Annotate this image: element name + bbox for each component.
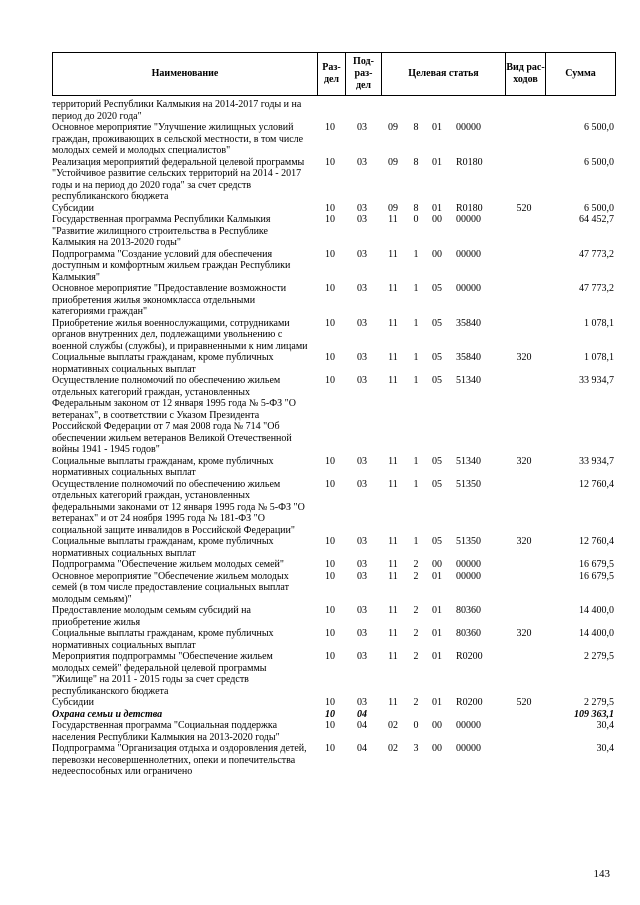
row-target-subprogram: 2	[413, 628, 419, 639]
row-target-program: 11	[388, 651, 398, 662]
table-row	[52, 214, 616, 249]
row-expense-type	[504, 375, 544, 456]
row-target-activity: 00	[432, 214, 442, 225]
row-razdel: 10	[325, 570, 335, 582]
row-podrazdel: 04	[357, 743, 367, 754]
row-target-program: 11	[388, 605, 398, 616]
row-target-subprogram: 0	[413, 720, 419, 731]
row-target-subprogram: 1	[413, 283, 419, 294]
row-target-program: 11	[388, 455, 398, 467]
row-target-subprogram: 8	[413, 156, 419, 168]
row-target-direction: 00000	[456, 720, 481, 731]
row-podrazdel: 03	[357, 122, 367, 133]
row-expense-type	[504, 318, 544, 353]
row-target-activity: 01	[432, 156, 442, 168]
row-target-subprogram: 3	[413, 743, 419, 754]
row-target-program: 09	[388, 122, 398, 133]
row-target-activity: 01	[432, 570, 442, 582]
header-name: Наименование	[151, 68, 219, 79]
row-target-subprogram: 8	[413, 122, 419, 133]
row-name: Социальные выплаты гражданам, кроме публичных нормативных социальных выплат	[52, 455, 274, 478]
table-row	[52, 651, 616, 697]
table-row	[52, 571, 616, 606]
row-target-program: 11	[388, 375, 398, 386]
row-sum: 33 934,7	[579, 375, 614, 386]
row-razdel: 10	[325, 743, 335, 754]
row-sum: 16 679,5	[579, 570, 614, 582]
row-expense-type	[504, 709, 544, 721]
table-row	[52, 720, 616, 743]
row-target-direction: R0180	[456, 156, 483, 168]
row-target-activity: 00	[432, 720, 442, 731]
row-razdel: 10	[325, 697, 335, 708]
row-sum: 30,4	[596, 720, 614, 731]
row-target-activity: 05	[432, 283, 442, 294]
row-sum: 2 279,5	[584, 651, 614, 662]
row-target-activity: 00	[432, 559, 442, 570]
row-target-subprogram: 1	[413, 317, 419, 329]
row-podrazdel: 03	[357, 375, 367, 386]
row-name: Подпрограмма "Создание условий для обеспечения доступным и комфортным жильем граждан Республики Калмыкия"	[52, 248, 291, 283]
row-target-direction: R0200	[456, 697, 483, 708]
table-row	[52, 536, 616, 559]
row-target-program: 11	[388, 570, 398, 582]
row-expense-type	[504, 99, 544, 122]
header-razdel: Раз- дел	[317, 53, 345, 95]
row-name: Основное мероприятие "Улучшение жилищных условий граждан, проживающих в сельской местности, в том числе молодых семей и молодых специалистов"	[52, 122, 304, 156]
row-target-program: 11	[388, 283, 398, 294]
row-expense-type	[504, 743, 544, 778]
table-row	[52, 203, 616, 215]
table-row	[52, 318, 616, 353]
table-row	[52, 605, 616, 628]
row-sum	[544, 99, 616, 122]
row-target-program: 11	[388, 214, 398, 225]
row-razdel: 10	[325, 156, 335, 168]
row-target-activity: 01	[432, 697, 442, 708]
row-sum: 6 500,0	[584, 156, 614, 168]
row-razdel: 10	[325, 536, 335, 547]
row-target-activity: 05	[432, 375, 442, 386]
row-target-program: 11	[388, 536, 398, 547]
row-target-program: 02	[388, 720, 398, 731]
row-name: Основное мероприятие "Обеспечение жильем молодых семей (в том числе предоставление социальных выплат молодым семьям)"	[52, 570, 289, 605]
row-target-program: 11	[388, 352, 398, 363]
row-name: Субсидии	[52, 697, 94, 708]
row-podrazdel: 04	[357, 720, 367, 731]
row-podrazdel: 03	[357, 202, 367, 214]
row-razdel: 10	[325, 202, 335, 214]
row-razdel: 10	[325, 455, 335, 467]
row-razdel	[316, 99, 344, 122]
row-expense-type: 520	[516, 697, 532, 708]
row-target-direction: 00000	[456, 248, 481, 260]
row-podrazdel: 03	[357, 570, 367, 582]
row-razdel: 10	[325, 651, 335, 662]
row-name: Государственная программа Республики Калмыкия "Развитие жилищного строительства в Республике Калмыкия на 2013-2020 годы"	[52, 214, 271, 248]
row-name: Социальные выплаты гражданам, кроме публичных нормативных социальных выплат	[52, 352, 274, 375]
row-target-direction	[448, 99, 504, 122]
row-expense-type	[504, 605, 544, 628]
row-target-program: 09	[388, 202, 398, 214]
row-target-program: 09	[388, 156, 398, 168]
table-row	[52, 456, 616, 479]
row-target-subprogram: 1	[413, 478, 419, 490]
row-sum: 47 773,2	[579, 248, 614, 260]
table-row	[52, 122, 616, 157]
row-razdel: 10	[325, 708, 335, 720]
row-target-direction: 00000	[456, 570, 481, 582]
table-row	[52, 697, 616, 709]
row-target-activity: 05	[432, 536, 442, 547]
row-target-subprogram: 1	[413, 248, 419, 260]
row-sum: 12 760,4	[579, 536, 614, 547]
row-target-program	[380, 99, 406, 122]
row-razdel: 10	[325, 605, 335, 616]
row-target-subprogram: 1	[413, 455, 419, 467]
row-expense-type: 320	[516, 455, 532, 467]
row-expense-type	[504, 249, 544, 284]
row-target-direction: 35840	[456, 317, 481, 329]
row-target-activity: 05	[432, 352, 442, 363]
row-sum: 6 500,0	[584, 202, 614, 214]
row-target-subprogram	[406, 99, 426, 122]
row-razdel: 10	[325, 122, 335, 133]
row-target-direction: R0200	[456, 651, 483, 662]
row-name: Мероприятия подпрограммы "Обеспечение жильем молодых семей" федеральной целевой программы "Жилище" на 2011 - 2015 годы за счет средств республиканского бюджета	[52, 651, 273, 697]
row-target-subprogram: 8	[413, 202, 419, 214]
row-target-program: 11	[388, 559, 398, 570]
row-expense-type: 320	[516, 628, 532, 639]
row-expense-type	[504, 559, 544, 571]
row-podrazdel: 03	[357, 628, 367, 639]
page-number: 143	[593, 868, 610, 880]
row-target-subprogram: 2	[413, 697, 419, 708]
table-row	[52, 352, 616, 375]
row-podrazdel: 03	[357, 352, 367, 363]
row-target-program: 11	[388, 317, 398, 329]
row-target-direction: 51350	[456, 478, 481, 490]
table-row	[52, 559, 616, 571]
row-target-activity	[426, 99, 448, 122]
row-podrazdel: 03	[357, 478, 367, 490]
table-header	[52, 52, 616, 96]
row-target-activity: 05	[432, 317, 442, 329]
row-name: Государственная программа "Социальная поддержка населения Республики Калмыкия на 2013-2020 годы"	[52, 720, 280, 743]
row-target-subprogram: 2	[413, 570, 419, 582]
row-target-activity: 00	[432, 248, 442, 260]
row-name: Осуществление полномочий по обеспечению жильем отдельных категорий граждан, установленных федеральными законами от 12 января 1995 года № 5-ФЗ "О ветеранах" и от 24 ноября 1995 года № 181-ФЗ "О социальной защите инвалидов в Российской Федерации"	[52, 478, 305, 536]
row-name: Охрана семьи и детства	[52, 708, 163, 720]
row-name: территорий Республики Калмыкия на 2014-2017 годы и на период до 2020 года"	[52, 99, 302, 122]
row-target-activity: 05	[432, 455, 442, 467]
row-target-activity	[426, 709, 448, 721]
table-row	[52, 628, 616, 651]
row-expense-type	[504, 479, 544, 537]
row-target-subprogram: 1	[413, 375, 419, 386]
table-row	[52, 743, 616, 778]
row-podrazdel: 04	[357, 708, 367, 720]
row-name: Субсидии	[52, 202, 94, 214]
header-sum: Сумма	[545, 53, 615, 95]
row-target-activity: 01	[432, 651, 442, 662]
row-target-direction: 00000	[456, 743, 481, 754]
row-expense-type	[504, 651, 544, 697]
row-target-direction: 00000	[456, 559, 481, 570]
row-podrazdel: 03	[357, 156, 367, 168]
row-razdel: 10	[325, 628, 335, 639]
row-razdel: 10	[325, 283, 335, 294]
row-target-activity: 01	[432, 202, 442, 214]
row-target-subprogram: 1	[413, 536, 419, 547]
row-target-program: 11	[388, 478, 398, 490]
row-target-subprogram: 1	[413, 352, 419, 363]
row-razdel: 10	[325, 478, 335, 490]
table-row	[52, 157, 616, 203]
row-name: Осуществление полномочий по обеспечению жильем отдельных категорий граждан, установленных Федеральным законом от 12 января 1995 года № 5-ФЗ "О ветеранах", в соответствии с Указом Президента Российской Федерации от 7 мая 2008 года № 714 "Об обеспечении жильем ветеранов Великой Отечественной войны 1941 - 1945 годов"	[52, 375, 296, 455]
row-target-direction: R0180	[456, 202, 483, 214]
row-target-program: 11	[388, 248, 398, 260]
row-sum: 1 078,1	[584, 352, 614, 363]
row-razdel: 10	[325, 352, 335, 363]
row-target-direction: 80360	[456, 605, 481, 616]
row-target-program: 11	[388, 628, 398, 639]
table-row	[52, 375, 616, 456]
row-sum: 2 279,5	[584, 697, 614, 708]
row-target-program: 11	[388, 697, 398, 708]
row-name: Социальные выплаты гражданам, кроме публичных нормативных социальных выплат	[52, 628, 274, 651]
row-razdel: 10	[325, 317, 335, 329]
table-row	[52, 99, 616, 122]
row-expense-type	[504, 283, 544, 318]
row-sum: 16 679,5	[579, 559, 614, 570]
row-expense-type: 520	[516, 202, 532, 214]
row-target-direction: 51350	[456, 536, 481, 547]
row-razdel: 10	[325, 248, 335, 260]
row-expense-type	[504, 157, 544, 203]
row-expense-type	[504, 720, 544, 743]
row-target-activity: 01	[432, 605, 442, 616]
row-podrazdel	[344, 99, 380, 122]
budget-table-body	[52, 99, 616, 778]
row-target-activity: 05	[432, 478, 442, 490]
row-name: Основное мероприятие "Предоставление возможности приобретения жилья экономкласса отдельными категориями граждан"	[52, 283, 287, 317]
row-target-direction: 00000	[456, 283, 481, 294]
row-target-subprogram: 2	[413, 605, 419, 616]
row-target-direction: 35840	[456, 352, 481, 363]
header-podrazdel: Под- раз- дел	[345, 53, 381, 95]
row-podrazdel: 03	[357, 283, 367, 294]
row-target-direction: 80360	[456, 628, 481, 639]
row-target-subprogram: 0	[413, 214, 419, 225]
row-target-subprogram: 2	[413, 651, 419, 662]
row-podrazdel: 03	[357, 536, 367, 547]
row-name: Подпрограмма "Обеспечение жильем молодых семей"	[52, 559, 284, 570]
row-sum: 64 452,7	[579, 214, 614, 225]
row-expense-type	[504, 214, 544, 249]
row-target-activity: 00	[432, 743, 442, 754]
row-razdel: 10	[325, 214, 335, 225]
row-expense-type	[504, 571, 544, 606]
row-name: Подпрограмма "Организация отдыха и оздоровления детей, перевозки несовершеннолетних, опеки и попечительства недееспособных или ограничено	[52, 743, 307, 777]
row-razdel: 10	[325, 720, 335, 731]
row-target-program: 02	[388, 743, 398, 754]
row-target-direction	[448, 709, 504, 721]
row-target-direction: 00000	[456, 214, 481, 225]
row-sum: 33 934,7	[579, 455, 614, 467]
row-name: Реализация мероприятий федеральной целевой программы "Устойчивое развитие сельских территорий на 2014 - 2017 годы и на период до 2020 года" за счет средств республиканского бюджета	[52, 156, 305, 202]
header-target-article: Целевая статья	[381, 53, 505, 95]
row-razdel: 10	[325, 375, 335, 386]
header-expense-type: Вид рас- ходов	[505, 53, 545, 95]
table-row	[52, 249, 616, 284]
row-target-program	[380, 709, 406, 721]
row-podrazdel: 03	[357, 455, 367, 467]
row-sum: 14 400,0	[579, 628, 614, 639]
row-podrazdel: 03	[357, 559, 367, 570]
row-podrazdel: 03	[357, 248, 367, 260]
row-podrazdel: 03	[357, 651, 367, 662]
row-razdel: 10	[325, 559, 335, 570]
row-name: Приобретение жилья военнослужащими, сотрудниками органов внутренних дел, подлежащими увольнению с военной службы (службы), и приравненными к ним лицами	[52, 317, 308, 352]
table-row	[52, 709, 616, 721]
row-target-subprogram	[406, 709, 426, 721]
row-podrazdel: 03	[357, 605, 367, 616]
row-target-subprogram: 2	[413, 559, 419, 570]
row-sum: 14 400,0	[579, 605, 614, 616]
row-sum: 30,4	[596, 743, 614, 754]
row-sum: 47 773,2	[579, 283, 614, 294]
row-target-direction: 51340	[456, 375, 481, 386]
row-sum: 1 078,1	[584, 317, 614, 329]
row-name: Предоставление молодым семьям субсидий на приобретение жилья	[52, 605, 251, 628]
row-target-activity: 01	[432, 628, 442, 639]
row-expense-type: 320	[516, 352, 532, 363]
row-expense-type: 320	[516, 536, 532, 547]
table-row	[52, 283, 616, 318]
row-podrazdel: 03	[357, 214, 367, 225]
row-target-direction: 51340	[456, 455, 481, 467]
row-podrazdel: 03	[357, 317, 367, 329]
row-target-direction: 00000	[456, 122, 481, 133]
table-row	[52, 479, 616, 537]
row-target-activity: 01	[432, 122, 442, 133]
row-name: Социальные выплаты гражданам, кроме публичных нормативных социальных выплат	[52, 536, 274, 559]
row-expense-type	[504, 122, 544, 157]
row-sum: 109 363,1	[574, 708, 614, 720]
row-sum: 12 760,4	[579, 478, 614, 490]
row-sum: 6 500,0	[584, 122, 614, 133]
row-podrazdel: 03	[357, 697, 367, 708]
